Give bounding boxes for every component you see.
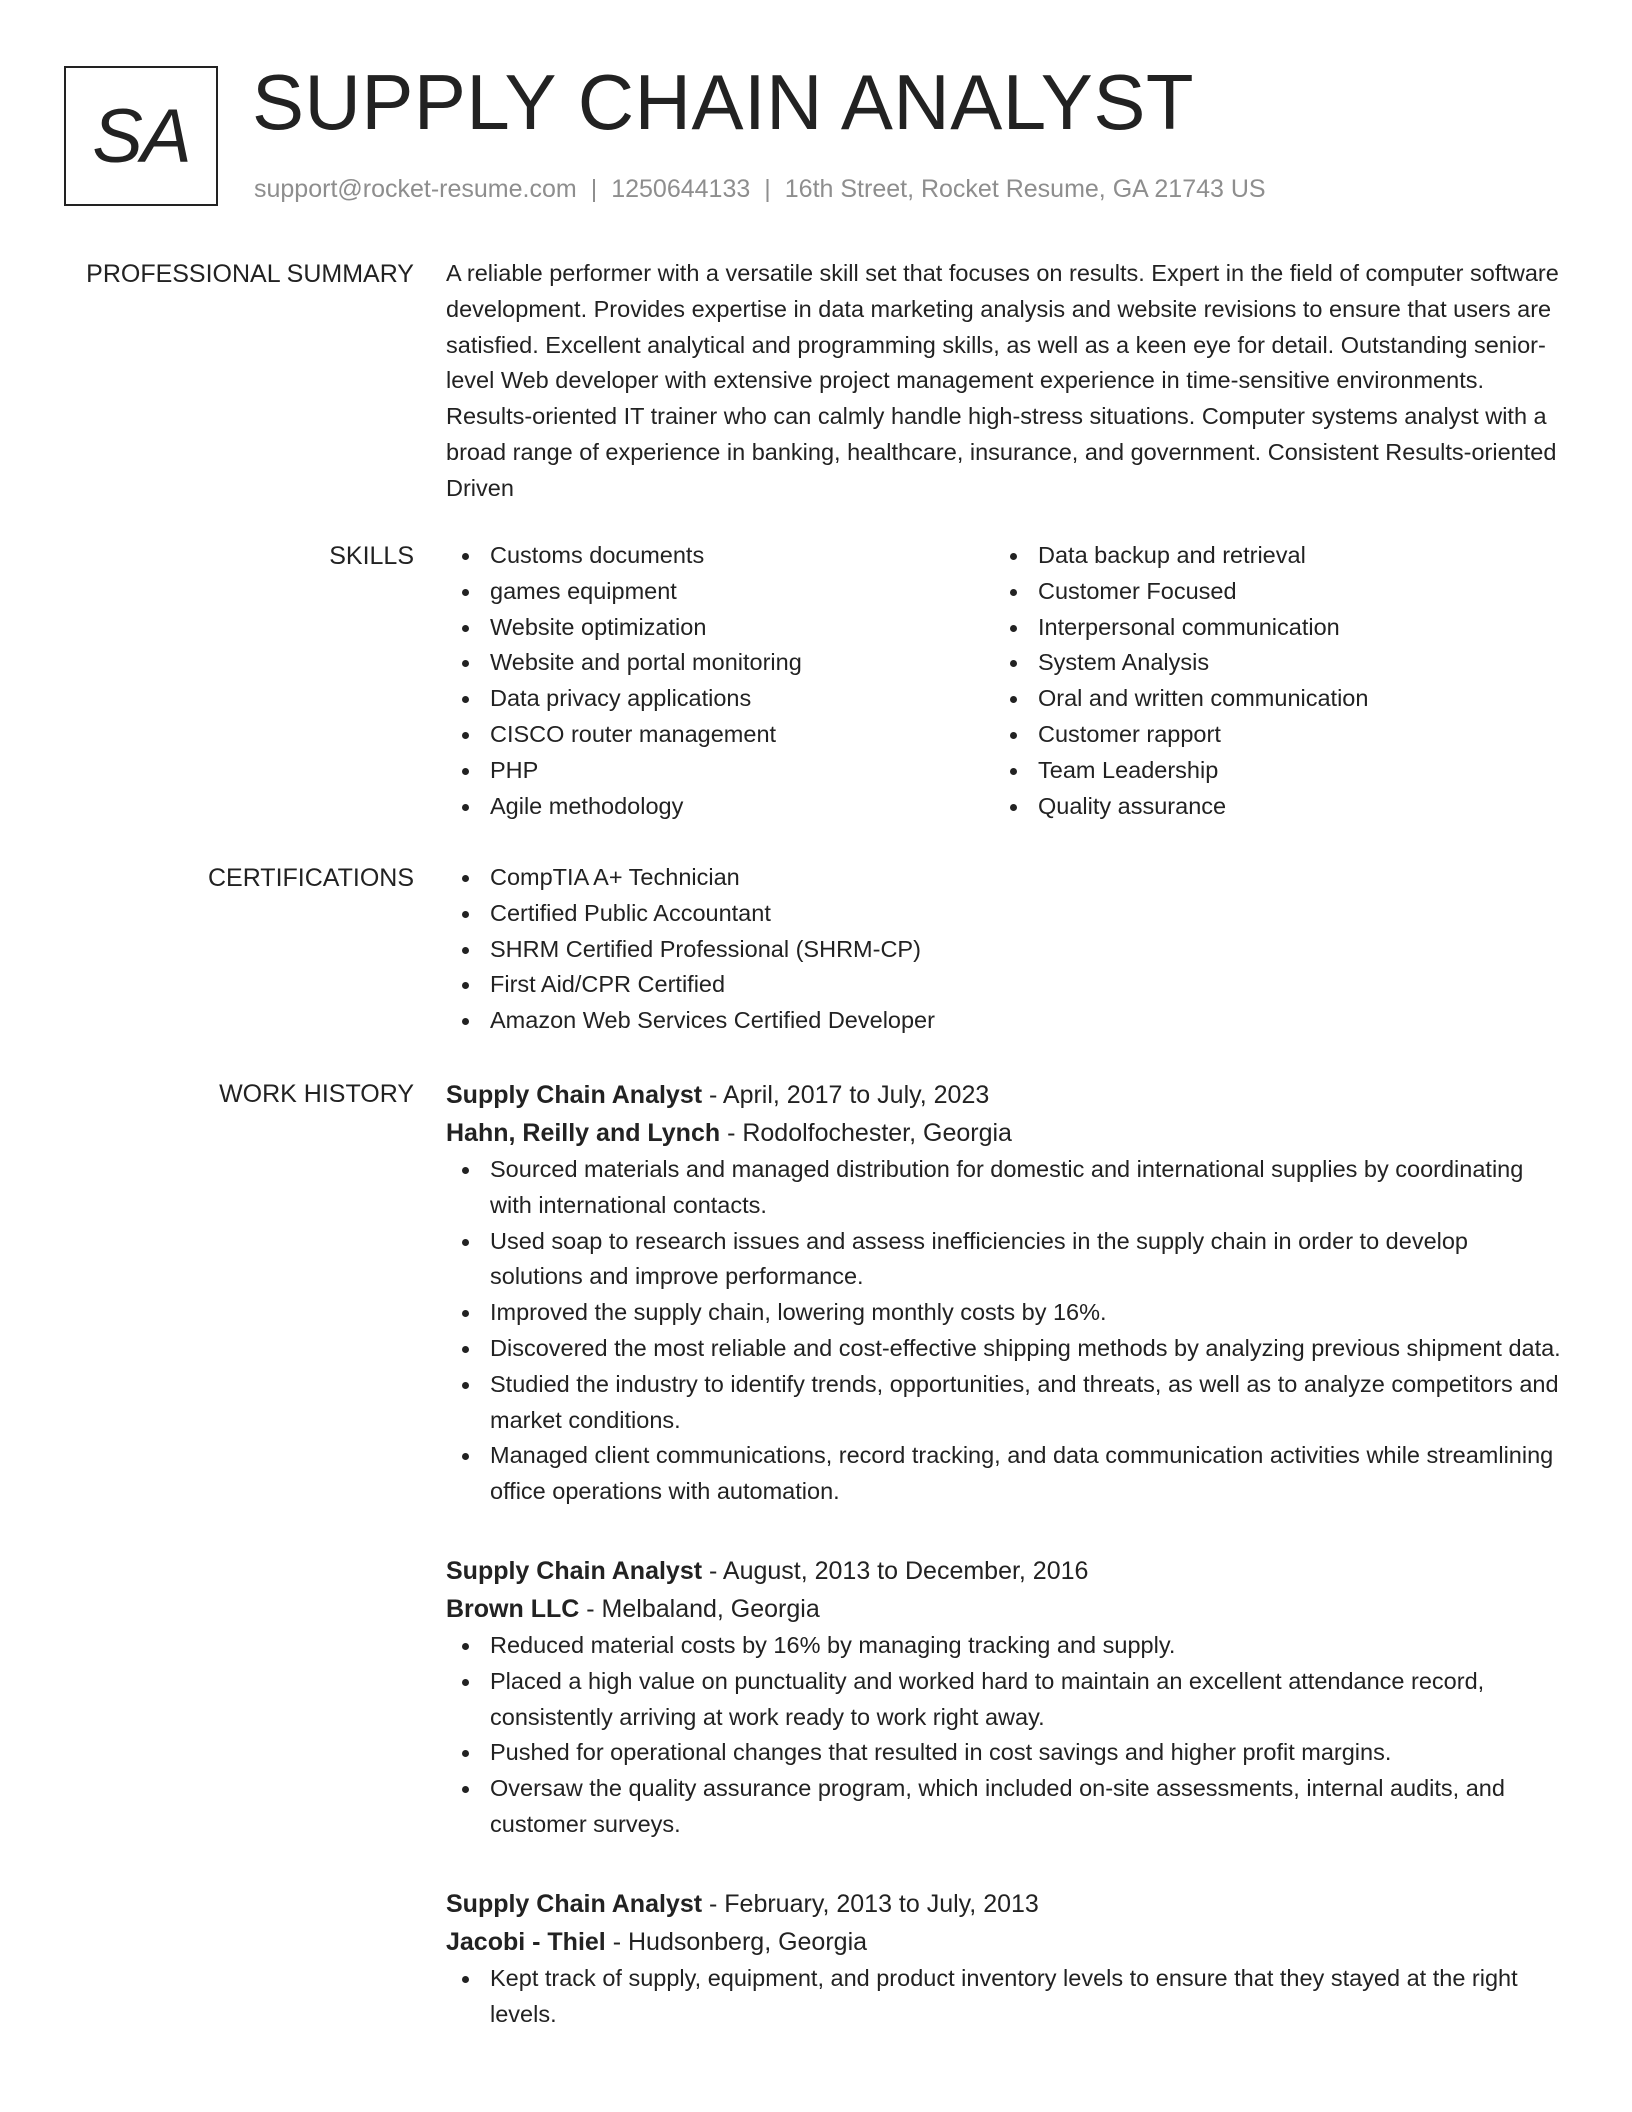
certification-item: CompTIA A+ Technician bbox=[446, 860, 1564, 896]
job-dates: - April, 2017 to July, 2023 bbox=[702, 1081, 990, 1109]
job-title-line bbox=[446, 1076, 1564, 1114]
skill-item: Customer rapport bbox=[994, 717, 1542, 753]
job-bullet: Pushed for operational changes that resulted in cost savings and higher profit margins. bbox=[446, 1735, 1564, 1771]
job-role: Supply Chain Analyst bbox=[446, 1889, 703, 1918]
skill-item: Interpersonal communication bbox=[994, 610, 1542, 646]
job-bullet: Reduced material costs by 16% by managing tracking and supply. bbox=[446, 1628, 1564, 1664]
certification-item: First Aid/CPR Certified bbox=[446, 967, 1564, 1003]
summary-text: A reliable performer with a versatile skill set that focuses on results. Expert in the field of computer software development. Provides expertise in data marketing analysis and website revisions to ensure that users are satisfied. Excellent analytical and programming skills, as well as a keen eye for detail. Outstanding senior-level Web developer with extensive project management experience in time-sensitive environments. Results-oriented IT trainer who can calmly handle high-stress situations. Computer systems analyst with a broad range of experience in banking, healthcare, insurance, and government. Consistent Results-oriented Driven bbox=[446, 260, 1559, 501]
job-company: Hahn, Reilly and Lynch bbox=[446, 1119, 721, 1147]
contact-address: 16th Street, Rocket Resume, GA 21743 US bbox=[784, 175, 1266, 203]
skills-list-right bbox=[994, 538, 1542, 824]
certification-item: Certified Public Accountant bbox=[446, 896, 1564, 932]
job-location: - Rodolfochester, Georgia bbox=[720, 1119, 1012, 1147]
skill-item: System Analysis bbox=[994, 645, 1542, 681]
job-bullet: Managed client communications, record tracking, and data communication activities while streamlining office operations with automation. bbox=[446, 1438, 1564, 1510]
certifications-heading: CERTIFICATIONS bbox=[207, 864, 414, 892]
job-dates: - August, 2013 to December, 2016 bbox=[702, 1556, 1089, 1585]
skill-item: Oral and written communication bbox=[994, 681, 1542, 717]
job-entry bbox=[446, 1885, 1564, 2033]
job-bullet-list bbox=[446, 1628, 1564, 1843]
skills-heading: SKILLS bbox=[329, 542, 414, 570]
job-title-line bbox=[446, 1885, 1564, 1923]
skills-list-left bbox=[446, 538, 994, 824]
certification-item: SHRM Certified Professional (SHRM-CP) bbox=[446, 932, 1564, 968]
job-bullet: Discovered the most reliable and cost-effective shipping methods by analyzing previous shipment data. bbox=[446, 1331, 1564, 1367]
skill-item: PHP bbox=[446, 753, 994, 789]
skill-item: games equipment bbox=[446, 574, 994, 610]
job-entry bbox=[446, 1552, 1564, 1843]
certification-item: Amazon Web Services Certified Developer bbox=[446, 1003, 1564, 1039]
job-entry bbox=[446, 1076, 1564, 1510]
job-company: Jacobi - Thiel bbox=[446, 1927, 606, 1956]
contact-separator: | bbox=[764, 175, 771, 203]
contact-email[interactable]: support@rocket-resume.com bbox=[254, 175, 577, 203]
skill-item: Data backup and retrieval bbox=[994, 538, 1542, 574]
job-location: - Melbaland, Georgia bbox=[579, 1594, 820, 1623]
summary-heading: PROFESSIONAL SUMMARY bbox=[86, 260, 414, 288]
job-role: Supply Chain Analyst bbox=[446, 1081, 703, 1109]
contact-line bbox=[254, 172, 1266, 206]
skills-body bbox=[446, 538, 1564, 824]
job-company: Brown LLC bbox=[446, 1594, 580, 1623]
skill-item: Quality assurance bbox=[994, 789, 1542, 825]
job-role: Supply Chain Analyst bbox=[446, 1556, 703, 1585]
monogram-badge bbox=[64, 66, 218, 206]
work-history-body bbox=[446, 1076, 1564, 2032]
contact-separator: | bbox=[590, 175, 598, 203]
monogram-initials: SA bbox=[92, 93, 190, 179]
job-company-line bbox=[446, 1114, 1564, 1152]
skill-item: CISCO router management bbox=[446, 717, 994, 753]
job-bullet: Studied the industry to identify trends, opportunities, and threats, as well as to analyze competitors and market conditions. bbox=[446, 1367, 1564, 1439]
skill-item: Website optimization bbox=[446, 610, 994, 646]
resume-title: SUPPLY CHAIN ANALYST bbox=[252, 58, 1195, 146]
job-company-line bbox=[446, 1923, 1564, 1961]
job-title-line bbox=[446, 1552, 1564, 1590]
job-dates: - February, 2013 to July, 2013 bbox=[702, 1889, 1039, 1918]
job-company-line bbox=[446, 1590, 1564, 1628]
skill-item: Customs documents bbox=[446, 538, 994, 574]
job-location: - Hudsonberg, Georgia bbox=[605, 1927, 868, 1956]
certifications-list bbox=[446, 860, 1564, 1039]
skill-item: Website and portal monitoring bbox=[446, 645, 994, 681]
skill-item: Team Leadership bbox=[994, 753, 1542, 789]
summary-body bbox=[446, 256, 1564, 507]
skill-item: Agile methodology bbox=[446, 789, 994, 825]
job-bullet: Kept track of supply, equipment, and product inventory levels to ensure that they stayed at the right levels. bbox=[446, 1961, 1564, 2033]
job-bullet: Oversaw the quality assurance program, which included on-site assessments, internal audits, and customer surveys. bbox=[446, 1771, 1564, 1843]
skill-item: Data privacy applications bbox=[446, 681, 994, 717]
certifications-body bbox=[446, 860, 1564, 1039]
job-bullet-list bbox=[446, 1961, 1564, 2033]
job-bullet-list bbox=[446, 1152, 1564, 1510]
job-bullet: Sourced materials and managed distribution for domestic and international supplies by coordinating with international contacts. bbox=[446, 1152, 1564, 1224]
job-bullet: Improved the supply chain, lowering monthly costs by 16%. bbox=[446, 1295, 1564, 1331]
contact-phone[interactable]: 1250644133 bbox=[611, 175, 751, 203]
job-bullet: Used soap to research issues and assess inefficiencies in the supply chain in order to develop solutions and improve performance. bbox=[446, 1224, 1564, 1296]
skill-item: Customer Focused bbox=[994, 574, 1542, 610]
work-history-heading: WORK HISTORY bbox=[219, 1080, 414, 1108]
job-bullet: Placed a high value on punctuality and worked hard to maintain an excellent attendance record, consistently arriving at work ready to work right away. bbox=[446, 1664, 1564, 1736]
